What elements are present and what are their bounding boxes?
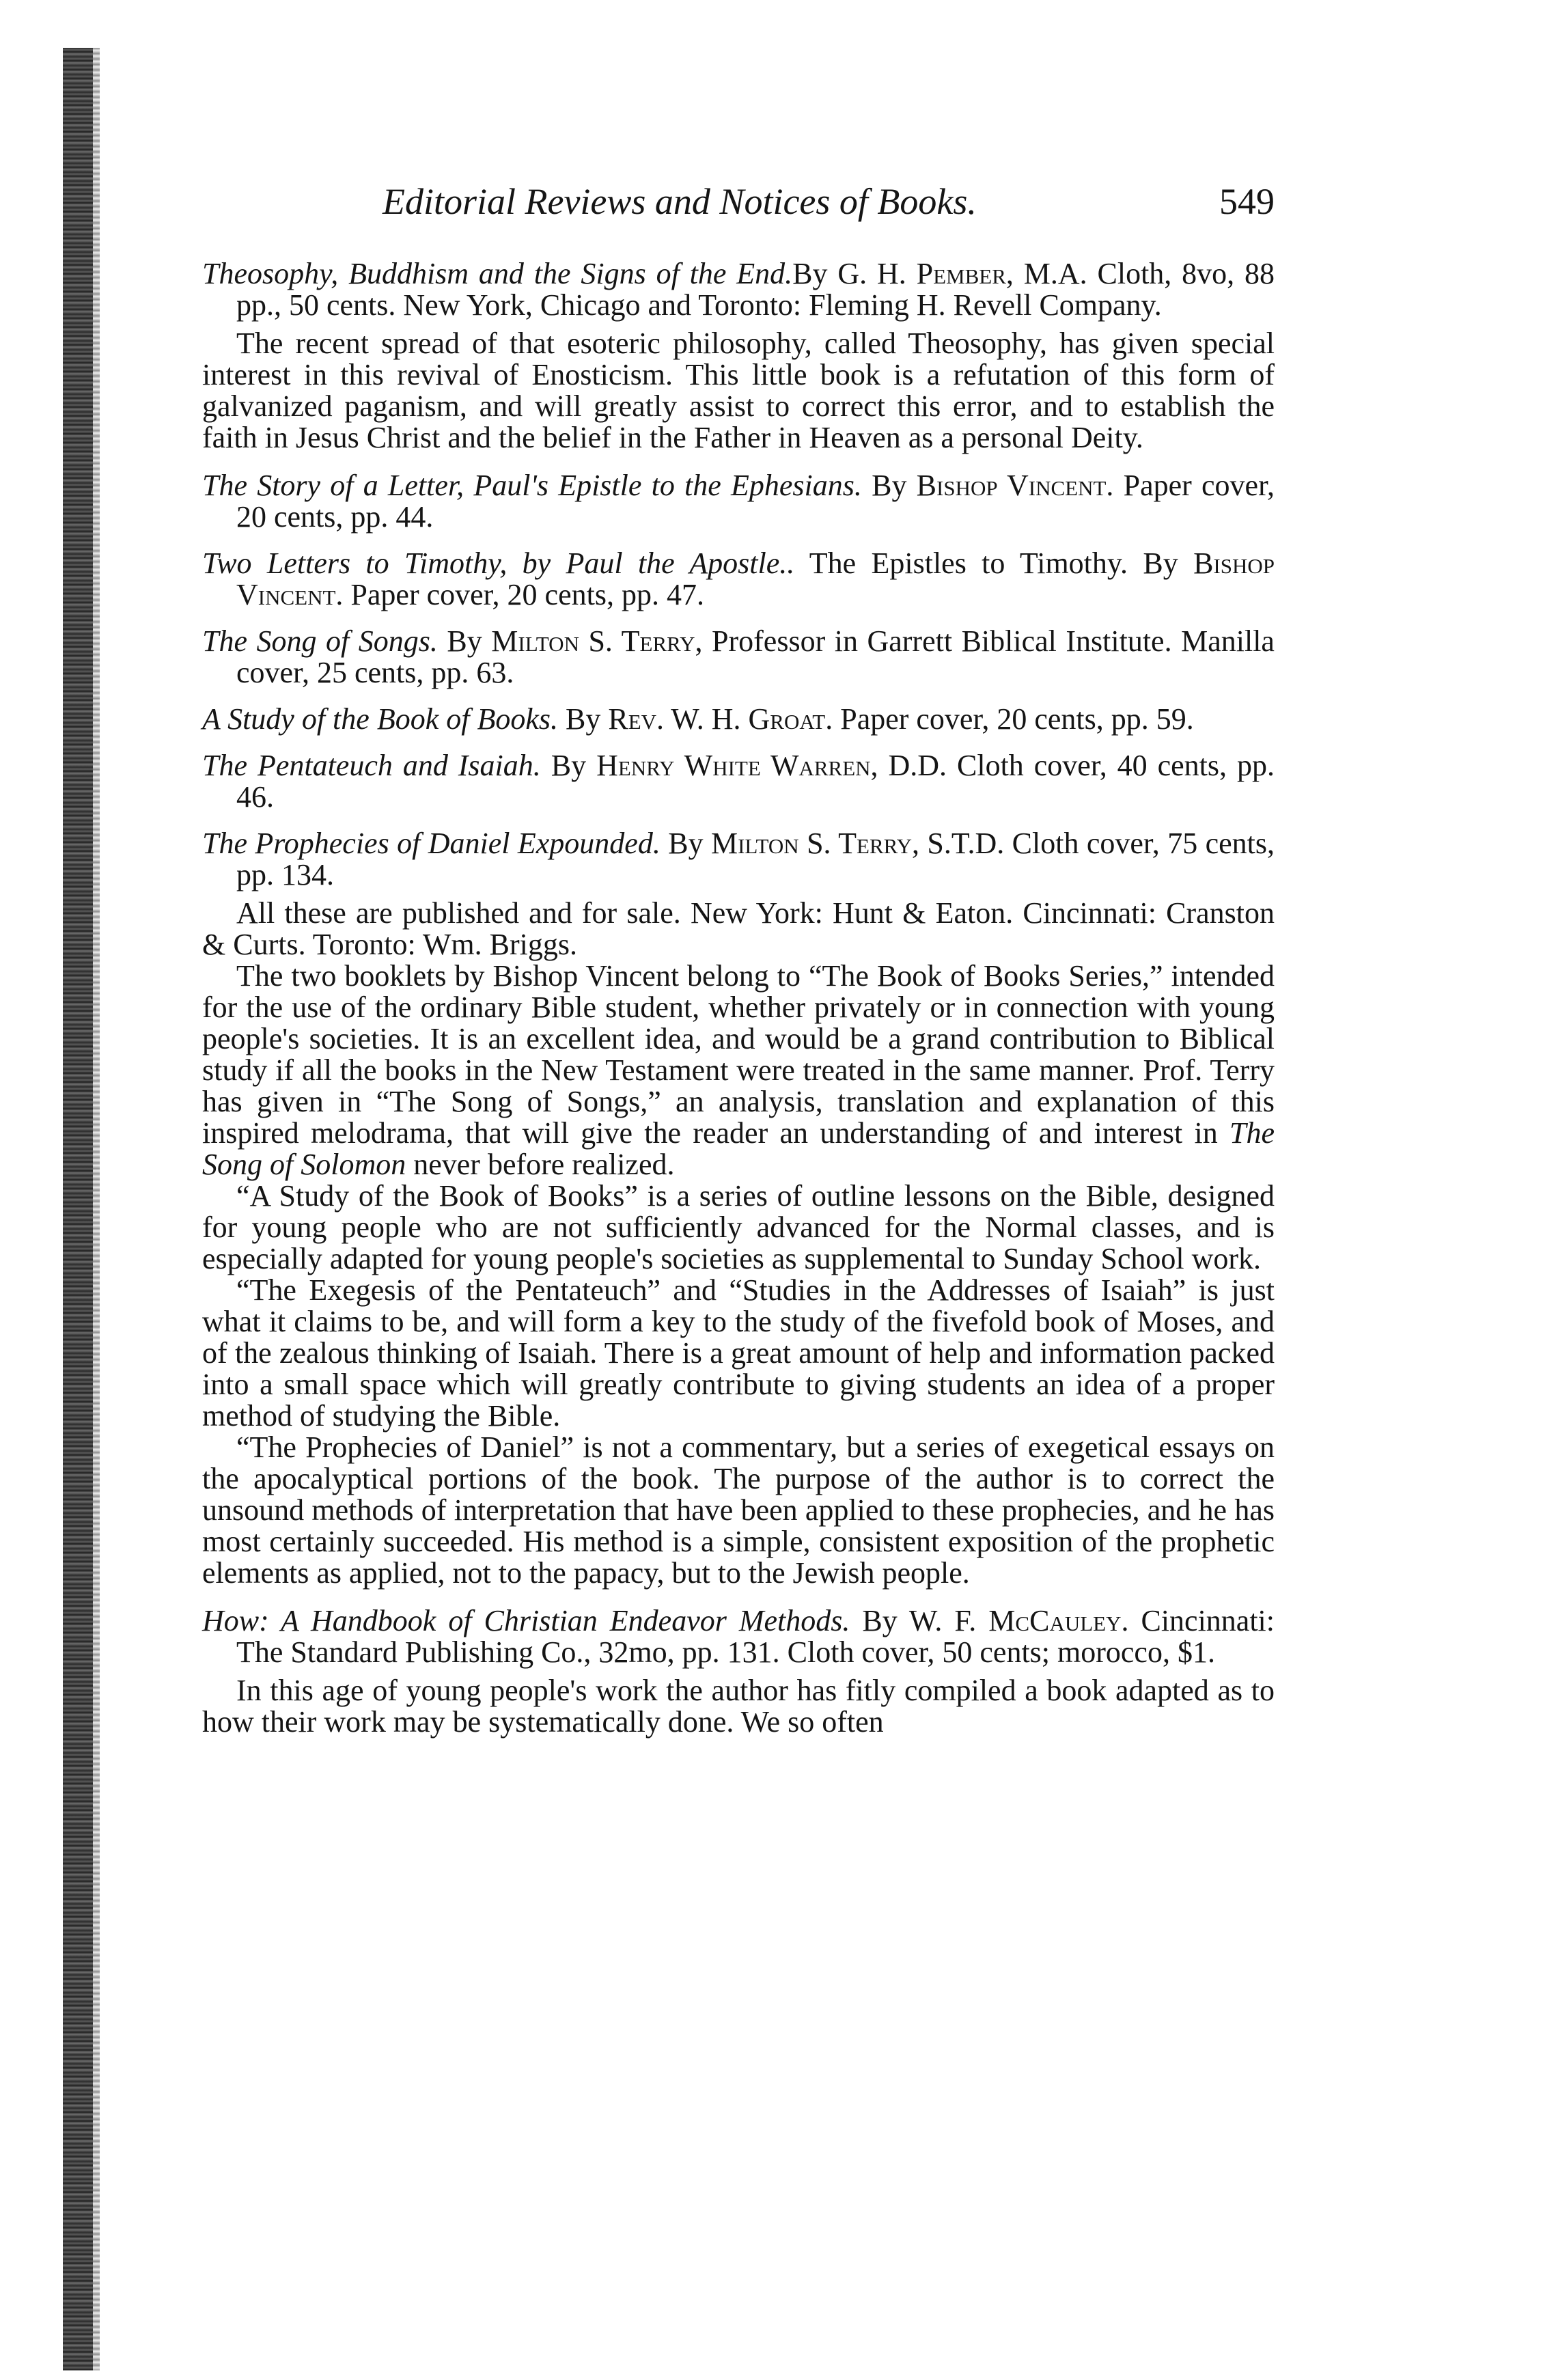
- book-notice-how-handbook: How: A Handbook of Christian Endeavor Methods. By W. F. McCauley. Cincinnati: The Standard Publishing Co., 32mo, pp. 131. Cloth cover, 50 cents; morocco, $1.: [202, 1604, 1275, 1669]
- book-notice-study-of-book-of-books: A Study of the Book of Books. By Rev. W. H. Groat. Paper cover, 20 cents, pp. 59.: [202, 702, 1194, 736]
- book-details: . Cincinnati: The Standard Publishing Co., 32mo, pp. 131. Cloth cover, 50 cents; morocco, $1.: [236, 1604, 1275, 1669]
- book-notice-pentateuch-and-isaiah: The Pentateuch and Isaiah. By Henry White Warren, D.D. Cloth cover, 40 cents, pp. 46.: [202, 749, 1275, 814]
- book-author: Milton S. Terry: [491, 624, 695, 658]
- book-title: The Prophecies of Daniel Expounded.: [202, 827, 661, 860]
- book-author: Milton S. Terry: [710, 827, 912, 860]
- book-author: Bishop Vincent: [916, 469, 1107, 502]
- review-pentateuch-isaiah: “The Exegesis of the Pentateuch” and “Studies in the Addresses of Isaiah” is just what it claims to be, and will form a key to the study of the fivefold book of Moses, and of the zealous thinking of Isaiah. There is a great amount of help and information packed into a small space which will greatly contribute to giving students an idea of a proper method of studying the Bible.: [202, 1273, 1275, 1433]
- book-author: Rev. W. H. Groat: [608, 702, 826, 736]
- page-body: [202, 181, 1275, 1739]
- book-title: The Story of a Letter, Paul's Epistle to the Ephesians.: [202, 469, 862, 502]
- book-details: , M.A. Cloth, 8vo, 88 pp., 50 cents. New York, Chicago and Toronto: Fleming H. Revell Company.: [236, 257, 1275, 322]
- book-binding-edge: [63, 48, 98, 2370]
- review-study-of-book-of-books: “A Study of the Book of Books” is a series of outline lessons on the Bible, designed for young people who are not sufficiently advanced for the Normal classes, and is especially adapted for young people's societies as supplemental to Sunday School work.: [202, 1179, 1275, 1275]
- page-number: 549: [1219, 181, 1275, 222]
- book-author: Henry White Warren: [596, 749, 871, 782]
- book-notice-prophecies-of-daniel: The Prophecies of Daniel Expounded. By Milton S. Terry, S.T.D. Cloth cover, 75 cents, pp. 134.: [202, 827, 1275, 891]
- review-theosophy: The recent spread of that esoteric philosophy, called Theosophy, has given special interest in this revival of Enosticism. This little book is a refutation of this form of galvanized paganism, and will greatly assist to correct this error, and to establish the faith in Jesus Christ and the belief in the Father in Heaven as a personal Deity.: [202, 327, 1275, 454]
- book-details: . Paper cover, 20 cents, pp. 44.: [236, 469, 1275, 534]
- book-title: Two Letters to Timothy, by Paul the Apostle..: [202, 546, 795, 580]
- book-notice-story-of-a-letter: The Story of a Letter, Paul's Epistle to the Ephesians. By Bishop Vincent. Paper cover, 20 cents, pp. 44.: [202, 469, 1275, 534]
- book-title: The Pentateuch and Isaiah.: [202, 749, 541, 782]
- book-notice-theosophy: Theosophy, Buddhism and the Signs of the End.By G. H. Pember, M.A. Cloth, 8vo, 88 pp., 50 cents. New York, Chicago and Toronto: Fleming H. Revell Company.: [202, 257, 1275, 322]
- book-title: A Study of the Book of Books.: [202, 702, 558, 736]
- running-title: Editorial Reviews and Notices of Books.: [383, 181, 977, 222]
- review-prophecies-of-daniel: “The Prophecies of Daniel” is not a commentary, but a series of exegetical essays on the apocalyptical portions of the book. The purpose of the author is to correct the unsound methods of interpretation that have been applied to these prophecies, and he has most certainly succeeded. His method is a simple, consistent exposition of the prophetic elements as applied, not to the papacy, but to the Jewish people.: [202, 1430, 1275, 1590]
- book-details: . Paper cover, 20 cents, pp. 59.: [825, 702, 1194, 736]
- review-how-handbook: In this age of young people's work the author has fitly compiled a book adapted as to how their work may be systematically done. We so often: [202, 1674, 1275, 1739]
- book-author: Bishop Vincent: [236, 546, 1275, 611]
- review-vincent-booklets: The two booklets by Bishop Vincent belong to “The Book of Books Series,” intended for the use of the ordinary Bible student, whether privately or in connection with young people's societies. It is an excellent idea, and would be a grand contribution to Biblical study if all the books in the New Testament were treated in the same manner. Prof. Terry has given in “The Song of Songs,” an analysis, translation and explanation of this inspired melodrama, that will give the reader an understanding of and interest in The Song of Solomon never before realized.: [202, 959, 1275, 1181]
- running-header: [202, 181, 1275, 234]
- book-title: Theosophy, Buddhism and the Signs of the End.: [202, 257, 793, 290]
- book-details: , S.T.D. Cloth cover, 75 cents, pp. 134.: [236, 827, 1275, 891]
- book-author: McCauley: [988, 1604, 1122, 1637]
- book-title: The Song of Songs.: [202, 624, 438, 658]
- publishers-note: All these are published and for sale. New York: Hunt & Eaton. Cincinnati: Cranston & Curts. Toronto: Wm. Briggs.: [202, 896, 1275, 961]
- book-details: , Professor in Garrett Biblical Institute. Manilla cover, 25 cents, pp. 63.: [236, 624, 1275, 689]
- book-title: How: A Handbook of Christian Endeavor Methods.: [202, 1604, 850, 1637]
- book-notice-song-of-songs: The Song of Songs. By Milton S. Terry, Professor in Garrett Biblical Institute. Manilla cover, 25 cents, pp. 63.: [202, 624, 1275, 689]
- book-notice-two-letters-to-timothy: Two Letters to Timothy, by Paul the Apostle.. The Epistles to Timothy. By Bishop Vincent. Paper cover, 20 cents, pp. 47.: [202, 546, 1275, 611]
- book-details: , D.D. Cloth cover, 40 cents, pp. 46.: [236, 749, 1275, 814]
- book-details: . Paper cover, 20 cents, pp. 47.: [335, 578, 704, 611]
- book-author: Pember: [916, 257, 1006, 290]
